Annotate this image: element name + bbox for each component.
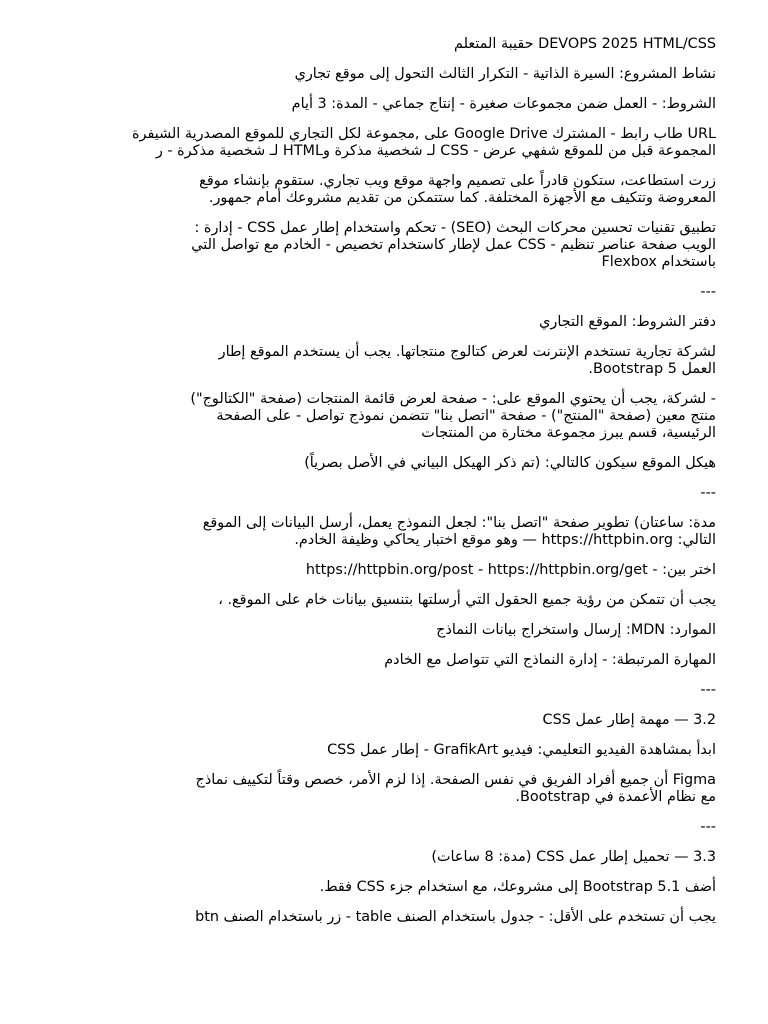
bootstrap-usage-line: يجب أن تستخدم على الأقل: - جدول باستخدام الصنف table - زر باستخدام الصنف btn bbox=[195, 909, 716, 925]
section-heading-3-3: 3.3 — تحميل إطار عمل CSS (مدة: 8 ساعات) bbox=[431, 849, 716, 865]
video-tutorial-line: ابدأ بمشاهدة الفيديو التعليمي: فيديو GrafikArt - إطار عمل CSS bbox=[327, 742, 716, 758]
resources-line: الموارد: MDN: إرسال واستخراج بيانات النماذج bbox=[436, 622, 716, 638]
bootstrap-add-line: أضف Bootstrap 5.1 إلى مشروعك، مع استخدام جزء CSS فقط. bbox=[319, 879, 716, 895]
separator: --- bbox=[700, 284, 716, 300]
specs-pages-line-3: الرئيسية، قسم يبرز مجموعة مختارة من المنتجات bbox=[421, 425, 716, 441]
figma-line-1: Figma أن جميع أفراد الفريق في نفس الصفحة. إذا لزم الأمر، خصص وقتاً لتكييف نماذج bbox=[195, 772, 716, 788]
conditions-line: الشروط: - العمل ضمن مجموعات صغيرة - إنتاج جماعي - المدة: 3 أيام bbox=[291, 96, 716, 112]
contact-task-line-2: التالي: https://httpbin.org — وهو موقع اختبار يحاكي وظيفة الخادم. bbox=[294, 532, 716, 548]
deliverables-line-2: المجموعة قبل من للموقع شفهي عرض - CSS لـ شخصية مذكرة وHTML لـ شخصية مذكرة - ر bbox=[155, 143, 716, 159]
section-heading-specs: دفتر الشروط: الموقع التجاري bbox=[539, 314, 716, 330]
httpbin-choice-line: اختر بين: - https://httpbin.org/post - https://httpbin.org/get bbox=[305, 562, 716, 578]
objective-line-2: المعروضة وتتكيف مع الأجهزة المختلفة. كما ستتمكن من تقديم مشروعك أمام جمهور. bbox=[208, 190, 716, 206]
objective-line-1: زرت استطاعت، ستكون قادراً على تصميم واجهة موقع ويب تجاري. ستقوم بإنشاء موقع bbox=[199, 173, 716, 189]
separator: --- bbox=[700, 682, 716, 698]
skills-line-3: باستخدام Flexbox bbox=[601, 254, 716, 270]
deliverables-line-1: URL طاب رابط - المشترك Google Drive على ,مجموعة لكل التجاري للموقع المصدرية الشيفرة bbox=[131, 126, 716, 142]
specs-intro-line-1: لشركة تجارية تستخدم الإنترنت لعرض كتالوج منتجاتها. يجب أن يستخدم الموقع إطار bbox=[218, 344, 716, 360]
skills-line-2: الويب صفحة عناصر تنظيم - CSS عمل لإطار كاستخدام تخصيص - الخادم مع تواصل التي bbox=[191, 237, 716, 253]
specs-intro-line-2: العمل Bootstrap 5. bbox=[588, 361, 716, 377]
specs-pages-line-1: - لشركة، يجب أن يحتوي الموقع على: - صفحة لعرض قائمة المنتجات (صفحة "الكتالوج") bbox=[190, 391, 716, 407]
contact-task-line-1: مدة: ساعتان) تطوير صفحة "اتصل بنا": لجعل النموذج يعمل، أرسل البيانات إلى الموقع bbox=[202, 515, 716, 531]
separator: --- bbox=[700, 819, 716, 835]
site-structure-line: هيكل الموقع سيكون كالتالي: (تم ذكر الهيكل البياني في الأصل بصرياً) bbox=[304, 455, 716, 471]
project-activity-line: نشاط المشروع: السيرة الذاتية - التكرار الثالث التحول إلى موقع تجاري bbox=[294, 66, 716, 82]
related-skill-line: المهارة المرتبطة: - إدارة النماذج التي تتواصل مع الخادم bbox=[384, 652, 716, 668]
skills-line-1: تطبيق تقنيات تحسين محركات البحث (SEO) - تحكم واستخدام إطار عمل CSS - إدارة : bbox=[194, 220, 716, 236]
raw-data-line: يجب أن تتمكن من رؤية جميع الحقول التي أرسلتها بتنسيق بيانات خام على الموقع. ، bbox=[218, 592, 716, 608]
separator: --- bbox=[700, 485, 716, 501]
document-title: DEVOPS 2025 HTML/CSS حقيبة المتعلم bbox=[454, 36, 716, 52]
specs-pages-line-2: منتج معين (صفحة "المنتج") - صفحة "اتصل بنا" تتضمن نموذج تواصل - على الصفحة bbox=[216, 408, 716, 424]
figma-line-2: مع نظام الأعمدة في Bootstrap. bbox=[515, 789, 716, 805]
document-page bbox=[132, 36, 716, 926]
section-heading-3-2: 3.2 — مهمة إطار عمل CSS bbox=[542, 712, 716, 728]
